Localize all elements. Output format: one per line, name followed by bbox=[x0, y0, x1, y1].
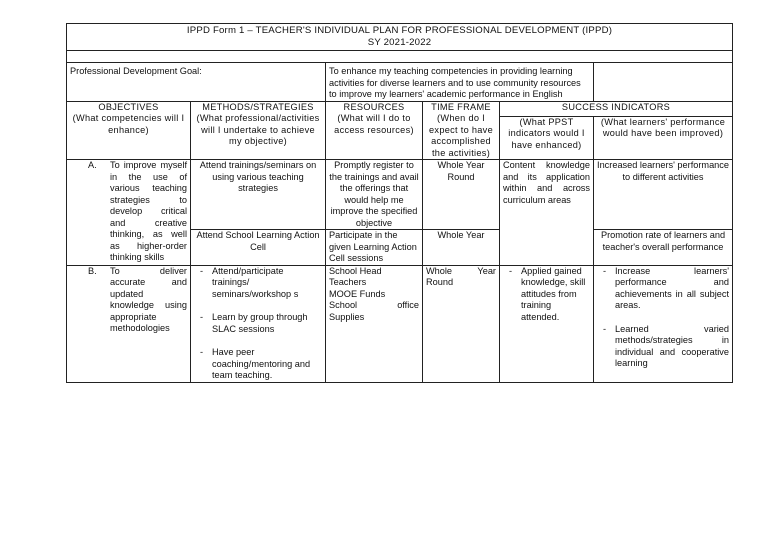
resource-a2: Participate in the given Learning Action Cell sessions bbox=[326, 230, 423, 266]
resources-b bbox=[326, 265, 423, 382]
methods-header bbox=[191, 101, 326, 160]
objective-b-label: B. bbox=[88, 265, 97, 276]
time-a2: Whole Year bbox=[423, 230, 500, 266]
timeframe-header-title: TIME FRAME bbox=[431, 101, 491, 112]
time-a1: Whole Year Round bbox=[423, 160, 500, 230]
resources-b-line: School office Supplies bbox=[329, 300, 419, 322]
method-a2: Attend School Learning Action Cell bbox=[191, 230, 326, 266]
methods-b-item: - Learn by group through SLAC sessions bbox=[194, 312, 322, 335]
methods-header-sub: (What professional/activities will I undertake to achieve my objective) bbox=[196, 113, 320, 146]
row-b bbox=[67, 265, 733, 382]
resources-header bbox=[326, 101, 423, 160]
timeframe-header-sub: (When do I expect to have accomplished the activities) bbox=[429, 113, 493, 158]
resources-header-sub: (What will I do to access resources) bbox=[334, 113, 414, 135]
objective-a-label: A. bbox=[88, 160, 97, 170]
header-row-1 bbox=[67, 101, 733, 116]
ippd-table bbox=[66, 23, 733, 383]
spacer-cell bbox=[67, 51, 733, 63]
ppst-b-item: - Applied gained knowledge, skill attitudes from training attended. bbox=[503, 266, 590, 324]
learners-header: (What learners' performance would have been improved) bbox=[594, 116, 733, 159]
methods-b bbox=[191, 265, 326, 382]
learners-b bbox=[594, 265, 733, 382]
goal-label: Professional Development Goal: bbox=[67, 63, 326, 102]
ppst-a: Content knowledge and its application within and across curriculum areas bbox=[500, 160, 594, 266]
learners-a1: Increased learners' performance to different activities bbox=[594, 160, 733, 230]
methods-b-item: - Attend/participate trainings/ seminars/workshop s bbox=[194, 266, 322, 301]
resources-header-title: RESOURCES bbox=[343, 101, 405, 112]
resources-b-line: MOOE Funds bbox=[329, 288, 386, 299]
resources-b-line: Teachers bbox=[329, 277, 367, 287]
goal-empty-cell bbox=[594, 63, 733, 102]
form-title bbox=[67, 24, 733, 51]
row-a-1 bbox=[67, 160, 733, 230]
timeframe-header bbox=[423, 101, 500, 160]
objective-a bbox=[67, 160, 191, 266]
resources-b-line: School Head bbox=[329, 265, 382, 276]
success-header: SUCCESS INDICATORS bbox=[500, 101, 733, 116]
methods-b-list bbox=[194, 266, 322, 382]
learners-b-item: - Learned varied methods/strategies in individual and cooperative learning bbox=[597, 324, 729, 370]
objectives-header-title: OBJECTIVES bbox=[98, 101, 159, 112]
title-row bbox=[67, 24, 733, 51]
time-b: Whole Year Round bbox=[423, 265, 500, 382]
methods-b-item: - Have peer coaching/mentoring and team teaching. bbox=[194, 347, 322, 382]
goal-text: To enhance my teaching competencies in providing learning activities for diverse learners and to use community resources to improve my learners' academic performance in English bbox=[326, 63, 594, 102]
learners-a2: Promotion rate of learners and teacher's overall performance bbox=[594, 230, 733, 266]
form-title-line2: SY 2021-2022 bbox=[367, 36, 432, 48]
ppst-b-list bbox=[503, 266, 590, 324]
spacer-row bbox=[67, 51, 733, 63]
form-title-line1: IPPD Form 1 – TEACHER'S INDIVIDUAL PLAN FOR PROFESSIONAL DEVELOPMENT (IPPD) bbox=[186, 25, 613, 36]
methods-header-title: METHODS/STRATEGIES bbox=[202, 101, 314, 112]
ippd-form bbox=[66, 23, 732, 383]
objective-b bbox=[67, 265, 191, 382]
objectives-header bbox=[67, 101, 191, 160]
goal-row bbox=[67, 63, 733, 102]
objective-a-text: To improve myself in the use of various teaching strategies to develop critical and creative thinking, as well as higher-order thinking skills bbox=[110, 160, 187, 262]
resource-a1: Promptly register to the trainings and avail the offerings that would help me improve the specified objective bbox=[326, 160, 423, 230]
objectives-header-sub: (What competencies will I enhance) bbox=[72, 113, 185, 135]
ppst-header: (What PPST indicators would I have enhanced) bbox=[500, 116, 594, 159]
objective-b-text: To deliver accurate and updated knowledge using appropriate methodologies bbox=[110, 265, 187, 333]
learners-b-item: - Increase learners' performance and achievements in all subject areas. bbox=[597, 266, 729, 312]
method-a1: Attend trainings/seminars on using various teaching strategies bbox=[191, 160, 326, 230]
learners-b-list bbox=[597, 266, 729, 370]
ppst-b bbox=[500, 265, 594, 382]
